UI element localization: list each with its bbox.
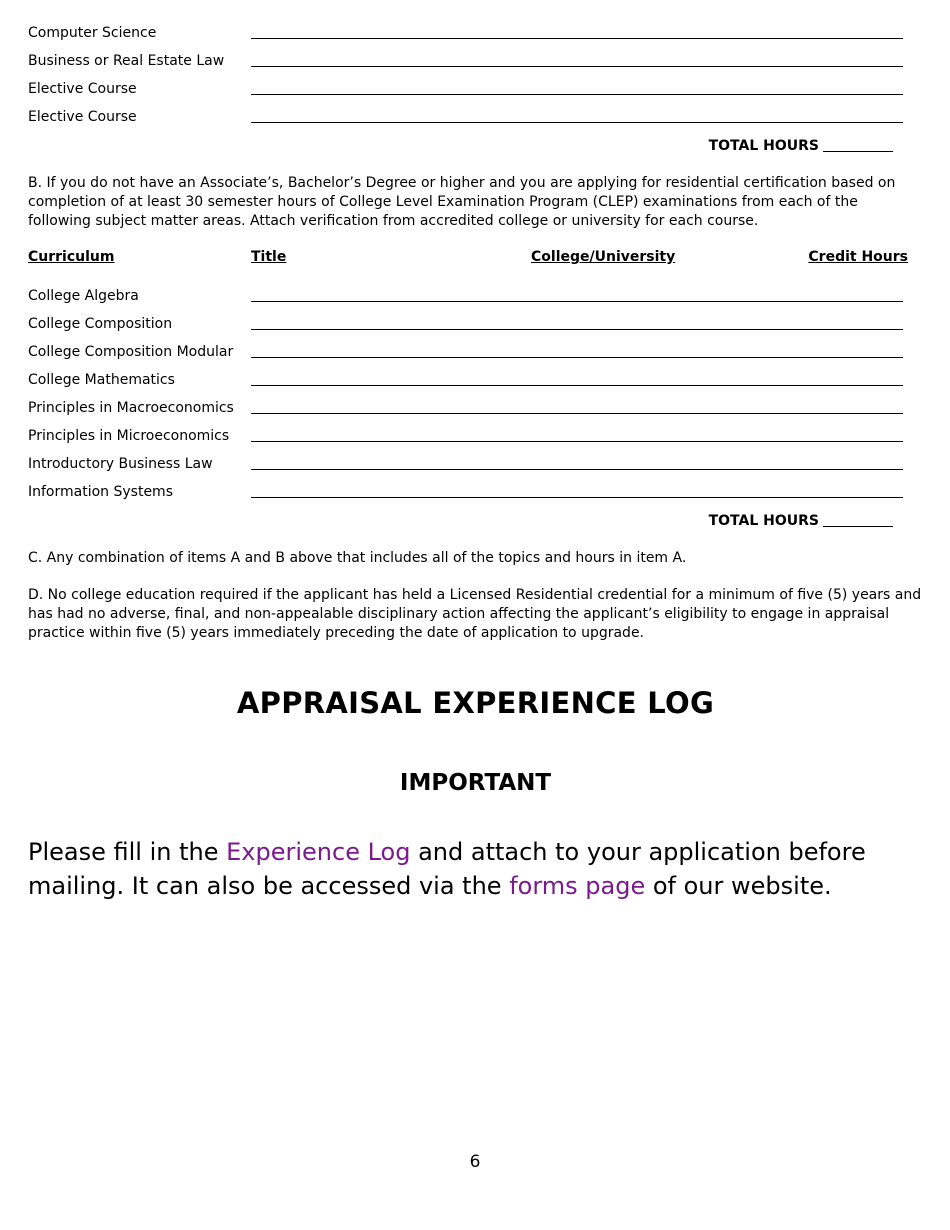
course-entry-line[interactable]	[251, 301, 903, 302]
course-label: Principles in Macroeconomics	[28, 400, 234, 416]
course-label: College Composition Modular	[28, 344, 234, 360]
course-label: Elective Course	[28, 109, 137, 125]
course-entry-line[interactable]	[251, 94, 903, 95]
forms-page-link[interactable]: forms page	[509, 872, 646, 900]
course-row	[28, 455, 923, 483]
course-label: Elective Course	[28, 81, 137, 97]
course-label: College Mathematics	[28, 372, 175, 388]
section-b-paragraph: B. If you do not have an Associate’s, Bachelor’s Degree or higher and you are applying for residential certification based on completion of at least 30 semester hours of College Level Examination Program (CLEP) examinations from each of the following subject matter areas. Attach verification from accredited college or university for each course.	[28, 175, 896, 229]
course-label: Principles in Microeconomics	[28, 428, 230, 444]
course-label: College Algebra	[28, 288, 139, 304]
header-curriculum: Curriculum	[28, 249, 115, 265]
course-row	[28, 343, 923, 371]
course-entry-line[interactable]	[251, 357, 903, 358]
total-hours-b	[28, 512, 923, 530]
section-d-paragraph: D. No college education required if the applicant has held a Licensed Residential credential for a minimum of five (5) years and has had no adverse, final, and non-appealable disciplinary action affecting the applicant’s eligibility to engage in appraisal practice within five (5) years immediately preceding the date of application to upgrade.	[28, 587, 922, 641]
course-row	[28, 315, 923, 343]
course-label: College Composition	[28, 316, 173, 332]
important-heading: IMPORTANT	[399, 770, 552, 796]
total-hours-blank[interactable]	[823, 526, 893, 527]
course-label: Information Systems	[28, 484, 173, 500]
course-entry-line[interactable]	[251, 413, 903, 414]
course-entry-line[interactable]	[251, 469, 903, 470]
course-row	[28, 399, 923, 427]
total-hours-label: TOTAL HOURS	[708, 513, 819, 529]
notice-text-3: of our website.	[645, 872, 832, 900]
course-entry-line[interactable]	[251, 497, 903, 498]
course-row	[28, 108, 923, 136]
section-b-rows	[28, 287, 923, 511]
section-c-paragraph: C. Any combination of items A and B above that includes all of the topics and hours in item A.	[28, 550, 687, 566]
total-hours-a	[28, 137, 923, 155]
header-college: College/University	[531, 249, 676, 265]
course-label: Introductory Business Law	[28, 456, 213, 472]
section-a-rows	[28, 24, 923, 136]
course-entry-line[interactable]	[251, 122, 903, 123]
header-title: Title	[251, 249, 287, 265]
experience-log-link[interactable]: Experience Log	[226, 838, 411, 866]
total-hours-blank[interactable]	[823, 151, 893, 152]
course-entry-line[interactable]	[251, 66, 903, 67]
course-entry-line[interactable]	[251, 38, 903, 39]
total-hours-label: TOTAL HOURS	[708, 138, 819, 154]
course-row	[28, 483, 923, 511]
course-row	[28, 371, 923, 399]
course-row	[28, 427, 923, 455]
notice-text-2: and attach to your application before mailing. It can also be accessed via the	[28, 838, 866, 900]
course-row	[28, 52, 923, 80]
course-entry-line[interactable]	[251, 329, 903, 330]
course-row	[28, 24, 923, 52]
notice-text-1: Please fill in the	[28, 838, 227, 866]
course-entry-line[interactable]	[251, 385, 903, 386]
log-title: APPRAISAL EXPERIENCE LOG	[236, 686, 715, 720]
page-number: 6	[469, 1152, 481, 1172]
section-b-headers	[28, 249, 923, 269]
notice-paragraph	[28, 835, 923, 903]
course-label: Business or Real Estate Law	[28, 53, 225, 69]
course-row	[28, 287, 923, 315]
header-credit-hours: Credit Hours	[808, 249, 908, 265]
course-row	[28, 80, 923, 108]
course-label: Computer Science	[28, 25, 157, 41]
course-entry-line[interactable]	[251, 441, 903, 442]
